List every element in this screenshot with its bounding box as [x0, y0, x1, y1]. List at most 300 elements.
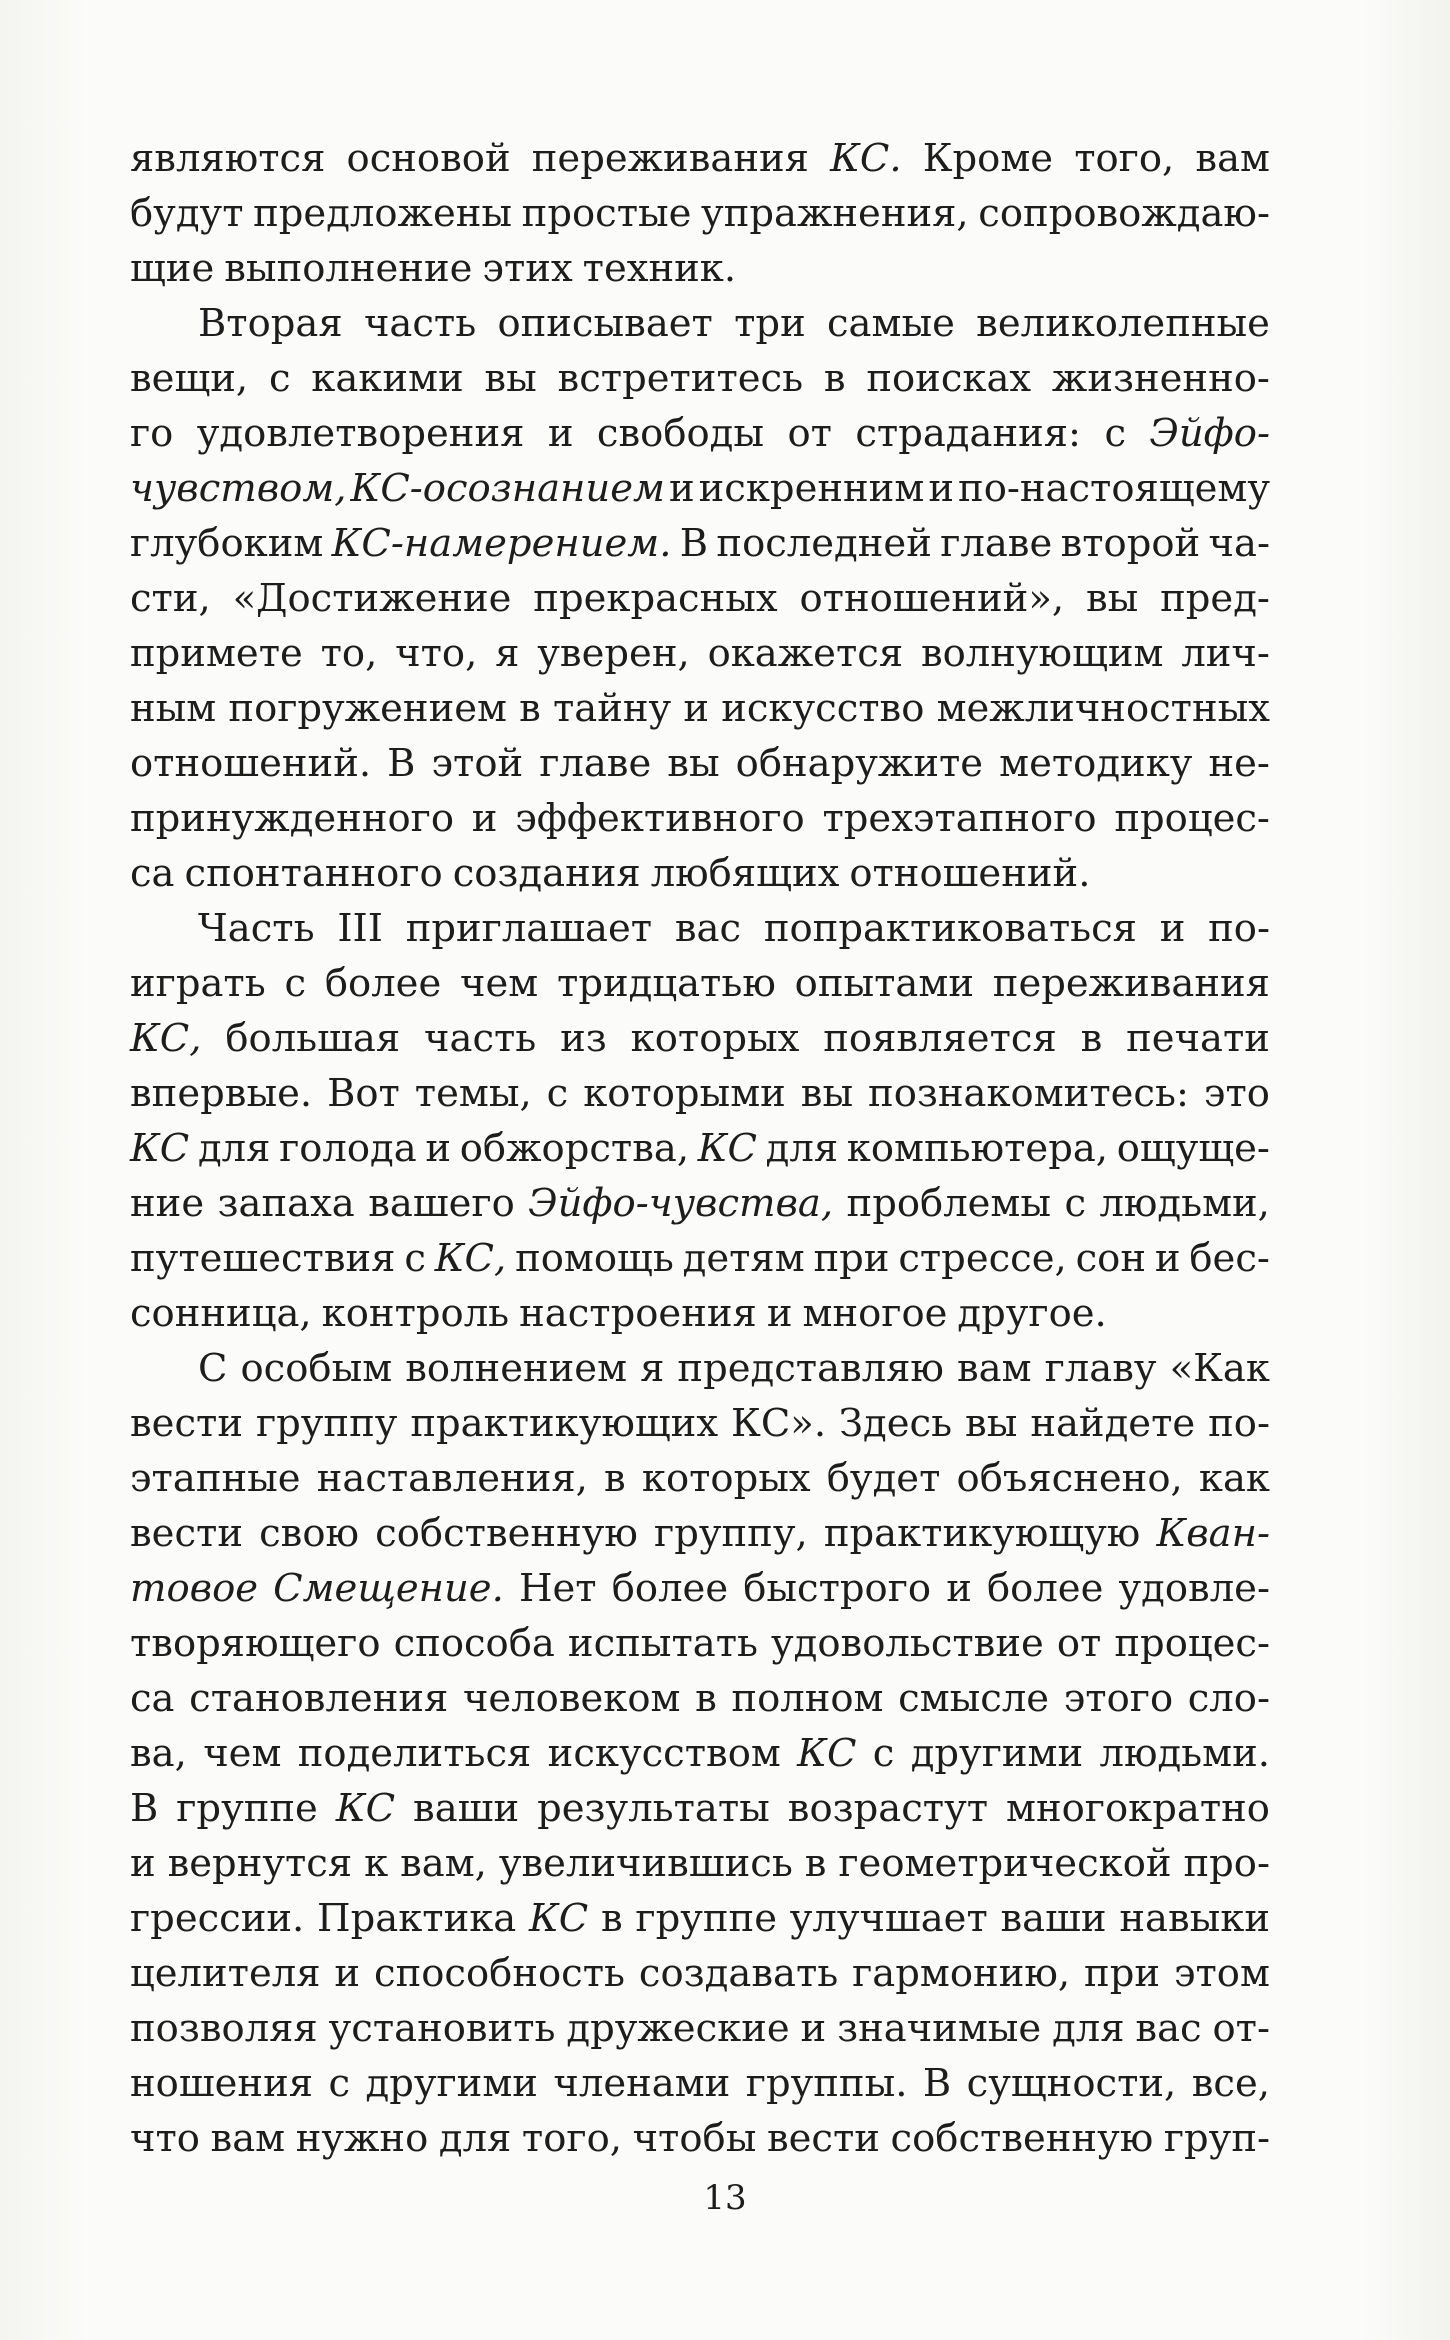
word: в [804, 1841, 827, 1886]
word: для [1052, 2006, 1125, 2051]
word: техник. [582, 246, 737, 291]
word: и [425, 1126, 452, 1171]
word: позволяя [130, 2006, 318, 2051]
text-line [130, 516, 1270, 571]
word: волнующим [920, 631, 1164, 676]
word: груп- [1163, 2116, 1270, 2161]
word: и [334, 1951, 361, 1996]
word: стрессе, [898, 1236, 1067, 1281]
word: са [130, 851, 175, 896]
word: вам [1195, 136, 1270, 181]
italic-word: КС [797, 1731, 857, 1776]
word: группы. [745, 2061, 908, 2106]
word: того, [521, 2116, 622, 2161]
italic-word: КС-намерением. [331, 521, 672, 566]
word: В [679, 521, 709, 566]
word: другими [365, 2061, 538, 2106]
word: чтобы [632, 2116, 757, 2161]
word: целителя [130, 1951, 321, 1996]
word: В [387, 741, 416, 786]
word: которых [641, 1456, 811, 1501]
word: отношений. [130, 741, 372, 786]
word: найдете [1030, 1401, 1196, 1446]
text-line [130, 1891, 1270, 1946]
word: с [1064, 1181, 1087, 1226]
word: щие [130, 246, 215, 291]
word: сопровождаю- [978, 191, 1270, 236]
word: людьми. [1099, 1731, 1270, 1776]
word: главу [1044, 1346, 1157, 1391]
word: с [268, 356, 291, 401]
word: окажется [707, 631, 904, 676]
word: проблемы [846, 1181, 1052, 1226]
word: в [519, 686, 541, 731]
word: другое. [957, 1291, 1107, 1336]
word: искусством [547, 1731, 781, 1776]
text-line [130, 241, 1270, 296]
paragraph [130, 131, 1270, 296]
word: этого [1063, 1676, 1174, 1721]
word: появляется [823, 1016, 1057, 1061]
word: примете [130, 631, 303, 676]
word: увеличившись [498, 1841, 793, 1886]
word: наставления, [316, 1456, 588, 1501]
word: чем [460, 961, 539, 1006]
word: познакомитесь: [868, 1071, 1189, 1116]
word: чем [203, 1731, 282, 1776]
word: В [130, 1786, 159, 1831]
word: вам [957, 1346, 1032, 1391]
word: искусство [721, 686, 925, 731]
text-line [130, 1341, 1270, 1396]
word: в [695, 1676, 717, 1721]
word: группу [255, 1401, 398, 1446]
italic-word: чувством, [130, 466, 347, 511]
word: и [946, 1566, 972, 1611]
word: уверен, [537, 631, 690, 676]
word: Вот [327, 1071, 400, 1116]
word: трехэтапного [822, 796, 1097, 841]
word: впервые. [130, 1071, 313, 1116]
word: все, [1191, 2061, 1270, 2106]
word: тридцатью [557, 961, 776, 1006]
word: грессии. [130, 1896, 305, 1941]
word: свою [259, 1511, 360, 1556]
text-line [130, 626, 1270, 681]
word: путешествия [130, 1236, 396, 1281]
word: главе [539, 741, 652, 786]
text-line [130, 846, 1270, 901]
word: которыми [583, 1071, 786, 1116]
word: более [324, 961, 442, 1006]
word: это [1203, 1071, 1270, 1116]
word: вы [484, 356, 537, 401]
word: этапные [130, 1456, 301, 1501]
text-line [130, 1451, 1270, 1506]
word: другими [910, 1731, 1084, 1776]
word: поделиться [297, 1731, 532, 1776]
text-line [130, 351, 1270, 406]
word: с [404, 1236, 426, 1281]
italic-word: Смещение. [273, 1566, 504, 1611]
word: ваши [1000, 1896, 1107, 1941]
word: для [197, 1126, 271, 1171]
word: страдания: [855, 411, 1082, 456]
word: встретитесь [557, 356, 804, 401]
word: вас [1135, 2006, 1202, 2051]
word: контроль [321, 1291, 510, 1336]
word: творяющего [130, 1621, 381, 1666]
italic-word: КС [528, 1896, 589, 1941]
word: этих [482, 246, 573, 291]
word: выполнение [224, 246, 473, 291]
word: геометрической [838, 1841, 1172, 1886]
word: испытать [567, 1621, 758, 1666]
word: детям [682, 1236, 805, 1281]
word: объяснено, [956, 1456, 1183, 1501]
word: как [1198, 1456, 1270, 1501]
word: бес- [1189, 1236, 1270, 1281]
word: вы [667, 741, 720, 786]
italic-word: КС, [434, 1236, 507, 1281]
word: для [438, 2116, 512, 2161]
word: при [813, 1236, 890, 1281]
italic-word: товое [130, 1566, 259, 1611]
word: обжорства, [459, 1126, 690, 1171]
word: и [683, 686, 710, 731]
word: более [611, 1566, 729, 1611]
word: С [198, 1346, 228, 1391]
word: я [495, 631, 520, 676]
word: большая [225, 1016, 401, 1061]
word: являются [130, 136, 326, 181]
word: из [560, 1016, 607, 1061]
word: сон [1075, 1236, 1146, 1281]
italic-word: КС [697, 1126, 757, 1171]
word: то, [320, 631, 378, 676]
word: вести [130, 1401, 243, 1446]
word: обнаружите [735, 741, 984, 786]
word: с [284, 961, 307, 1006]
word: Вторая [198, 301, 343, 346]
word: с [872, 1731, 895, 1776]
word: того, [1074, 136, 1175, 181]
word: человеком [462, 1676, 681, 1721]
word: в [823, 356, 846, 401]
word: результаты [537, 1786, 770, 1831]
paragraph [130, 1341, 1270, 2166]
word: второй [1060, 521, 1201, 566]
word: сти, [130, 576, 211, 621]
text-line [130, 296, 1270, 351]
word: в [604, 1456, 626, 1501]
text-line [130, 1011, 1270, 1066]
word: что, [395, 631, 478, 676]
word: не- [1208, 741, 1270, 786]
text-line [130, 1561, 1270, 1616]
word: смысле [898, 1676, 1050, 1721]
word: играть [130, 961, 266, 1006]
word: особым [240, 1346, 393, 1391]
word: в [1080, 1016, 1103, 1061]
text-line [130, 2111, 1270, 2166]
word: полном [731, 1676, 884, 1721]
text-line [130, 1836, 1270, 1891]
word: межличностных [936, 686, 1270, 731]
word: многое [802, 1291, 948, 1336]
body-text [130, 131, 1270, 2166]
word: тайну [552, 686, 672, 731]
word: III [337, 906, 383, 951]
word: ощуще- [1116, 1126, 1270, 1171]
word: описывает [497, 301, 713, 346]
word: часть [363, 301, 477, 346]
word: по- [1208, 906, 1270, 951]
italic-word: Эйфо- [1149, 411, 1270, 456]
text-line [130, 186, 1270, 241]
word: членами [553, 2061, 731, 2106]
word: вы [1085, 576, 1139, 621]
word: приглашает [405, 906, 653, 951]
word: людьми, [1099, 1181, 1270, 1226]
word: этом [1173, 1951, 1270, 1996]
word: вести [130, 1511, 243, 1556]
word: вы [800, 1071, 854, 1116]
word: и [1154, 1236, 1181, 1281]
word: с [1104, 411, 1126, 456]
word: удовлетворения [196, 411, 525, 456]
word: погружением [228, 686, 507, 731]
word: простые [521, 191, 692, 236]
word: удовле- [1118, 1566, 1270, 1611]
word: про- [1183, 1841, 1270, 1886]
word: способа [393, 1621, 555, 1666]
word: при [1084, 1951, 1161, 1996]
text-line [130, 2056, 1270, 2111]
word: любящих [650, 851, 840, 896]
word: отношений», [799, 576, 1065, 621]
word: самые [827, 301, 955, 346]
text-line [130, 1396, 1270, 1451]
word: быстрого [743, 1566, 932, 1611]
word: собственную [375, 1511, 638, 1556]
word: многократно [1006, 1786, 1270, 1831]
word: Практика [317, 1896, 517, 1941]
word: темы, [414, 1071, 532, 1116]
word: вернутся [167, 1841, 353, 1886]
word: часть [424, 1016, 537, 1061]
text-line [130, 461, 1270, 516]
italic-word: КС-осознанием [350, 466, 665, 511]
word: создания [452, 851, 641, 896]
italic-word: Кван- [1156, 1511, 1270, 1556]
word: принужденного [130, 796, 455, 841]
word: в [600, 1896, 623, 1941]
text-line [130, 1506, 1270, 1561]
italic-word: КС [130, 1126, 190, 1171]
word: улучшает [789, 1896, 988, 1941]
word: группу, [654, 1511, 808, 1556]
word: В [922, 2061, 952, 2106]
word: прекрасных [533, 576, 778, 621]
text-line [130, 1066, 1270, 1121]
word: великолепные [976, 301, 1270, 346]
text-line [130, 406, 1270, 461]
word: вашего [368, 1181, 515, 1226]
word: гармонию, [852, 1951, 1071, 1996]
word: и [766, 1291, 793, 1336]
word: с [546, 1071, 569, 1116]
paragraph [130, 296, 1270, 901]
word: группе [635, 1896, 777, 1941]
word: к [364, 1841, 389, 1886]
italic-word: КС. [830, 136, 902, 181]
word: основой [346, 136, 511, 181]
word: нужно [295, 2116, 429, 2161]
word: практикующих [410, 1401, 719, 1446]
word: вы [965, 1401, 1018, 1446]
word: и [547, 411, 574, 456]
word: установить [328, 2006, 556, 2051]
word: го [130, 411, 174, 456]
word: для [765, 1126, 839, 1171]
word: глубоким [130, 521, 324, 566]
word: я [640, 1346, 665, 1391]
word: возрастут [787, 1786, 989, 1831]
word: Здесь [839, 1401, 953, 1446]
word: и [800, 2006, 827, 2051]
paragraph [130, 901, 1270, 1341]
text-line [130, 1121, 1270, 1176]
word: и [471, 796, 498, 841]
word: вести [766, 2116, 880, 2161]
word: волнением [405, 1346, 628, 1391]
italic-word: КС [335, 1786, 396, 1831]
word: свободы [596, 411, 765, 456]
text-line [130, 1231, 1270, 1286]
word: жизненно- [1051, 356, 1270, 401]
word: пред- [1160, 576, 1270, 621]
word: какими [311, 356, 464, 401]
word: Нет [518, 1566, 597, 1611]
word: сло- [1187, 1676, 1270, 1721]
word: ношения [130, 2061, 314, 2106]
text-line [130, 956, 1270, 1011]
word: этой [431, 741, 524, 786]
text-line [130, 1616, 1270, 1671]
text-line [130, 1176, 1270, 1231]
word: три [734, 301, 806, 346]
text-line [130, 681, 1270, 736]
word: запаха [217, 1181, 355, 1226]
page-number: 13 [703, 2178, 747, 2218]
word: ча- [1208, 521, 1270, 566]
word: поисках [866, 356, 1032, 401]
text-line [130, 791, 1270, 846]
word: более [986, 1566, 1104, 1611]
word: переживания [992, 961, 1270, 1006]
text-line [130, 736, 1270, 791]
word: которых [630, 1016, 800, 1061]
word: становления [189, 1676, 449, 1721]
word: переживания [531, 136, 809, 181]
word: печати [1126, 1016, 1270, 1061]
word: группе [176, 1786, 318, 1831]
text-line [130, 1946, 1270, 2001]
word: «Достижение [232, 576, 512, 621]
word: ва, [130, 1731, 187, 1776]
word: Часть [198, 906, 315, 951]
word: Кроме [922, 136, 1054, 181]
word: и [130, 1841, 156, 1886]
word: и [668, 466, 695, 511]
word: от- [1212, 2006, 1270, 2051]
word: удовольствие [771, 1621, 1044, 1666]
word: навыки [1119, 1896, 1270, 1941]
text-line [130, 1781, 1270, 1836]
word: с [328, 2061, 351, 2106]
text-line [130, 2001, 1270, 2056]
word: лич- [1181, 631, 1270, 676]
word: ваши [413, 1786, 520, 1831]
word: что [130, 2116, 200, 2161]
word: главе [940, 521, 1053, 566]
word: ние [130, 1181, 205, 1226]
word: от [1056, 1621, 1102, 1666]
word: по- [1208, 1401, 1270, 1446]
word: опытами [794, 961, 974, 1006]
word: будет [826, 1456, 941, 1501]
italic-word: КС, [130, 1016, 202, 1061]
word: собственную [890, 2116, 1154, 2161]
word: способность [374, 1951, 625, 1996]
word: КС». [731, 1401, 827, 1446]
word: помощь [515, 1236, 674, 1281]
word: процес- [1114, 796, 1270, 841]
word: процес- [1114, 1621, 1270, 1666]
text-line [130, 1286, 1270, 1341]
text-line [130, 1671, 1270, 1726]
word: дружеские [566, 2006, 790, 2051]
text-line [130, 131, 1270, 186]
word: вам, [400, 1841, 487, 1886]
word: и [928, 466, 954, 511]
word: предложены [253, 191, 513, 236]
word: попрактиковаться [763, 906, 1137, 951]
word: спонтанного [184, 851, 443, 896]
word: сущности, [966, 2061, 1177, 2106]
word: отношений. [849, 851, 1091, 896]
word: значимые [837, 2006, 1042, 2051]
word: создавать [638, 1951, 839, 1996]
text-line [130, 901, 1270, 956]
word: вам [210, 2116, 286, 2161]
word: по-настоящему [958, 466, 1270, 511]
word: ным [130, 686, 217, 731]
text-line [130, 1726, 1270, 1781]
word: настроения [519, 1291, 757, 1336]
word: эффективного [515, 796, 805, 841]
word: и [1159, 906, 1186, 951]
word: компьютера, [846, 1126, 1109, 1171]
text-line [130, 571, 1270, 626]
word: упражнения, [701, 191, 969, 236]
word: «Как [1169, 1346, 1270, 1391]
word: искренним [698, 466, 925, 511]
word: последней [716, 521, 932, 566]
word: методику [999, 741, 1193, 786]
word: будут [130, 191, 244, 236]
